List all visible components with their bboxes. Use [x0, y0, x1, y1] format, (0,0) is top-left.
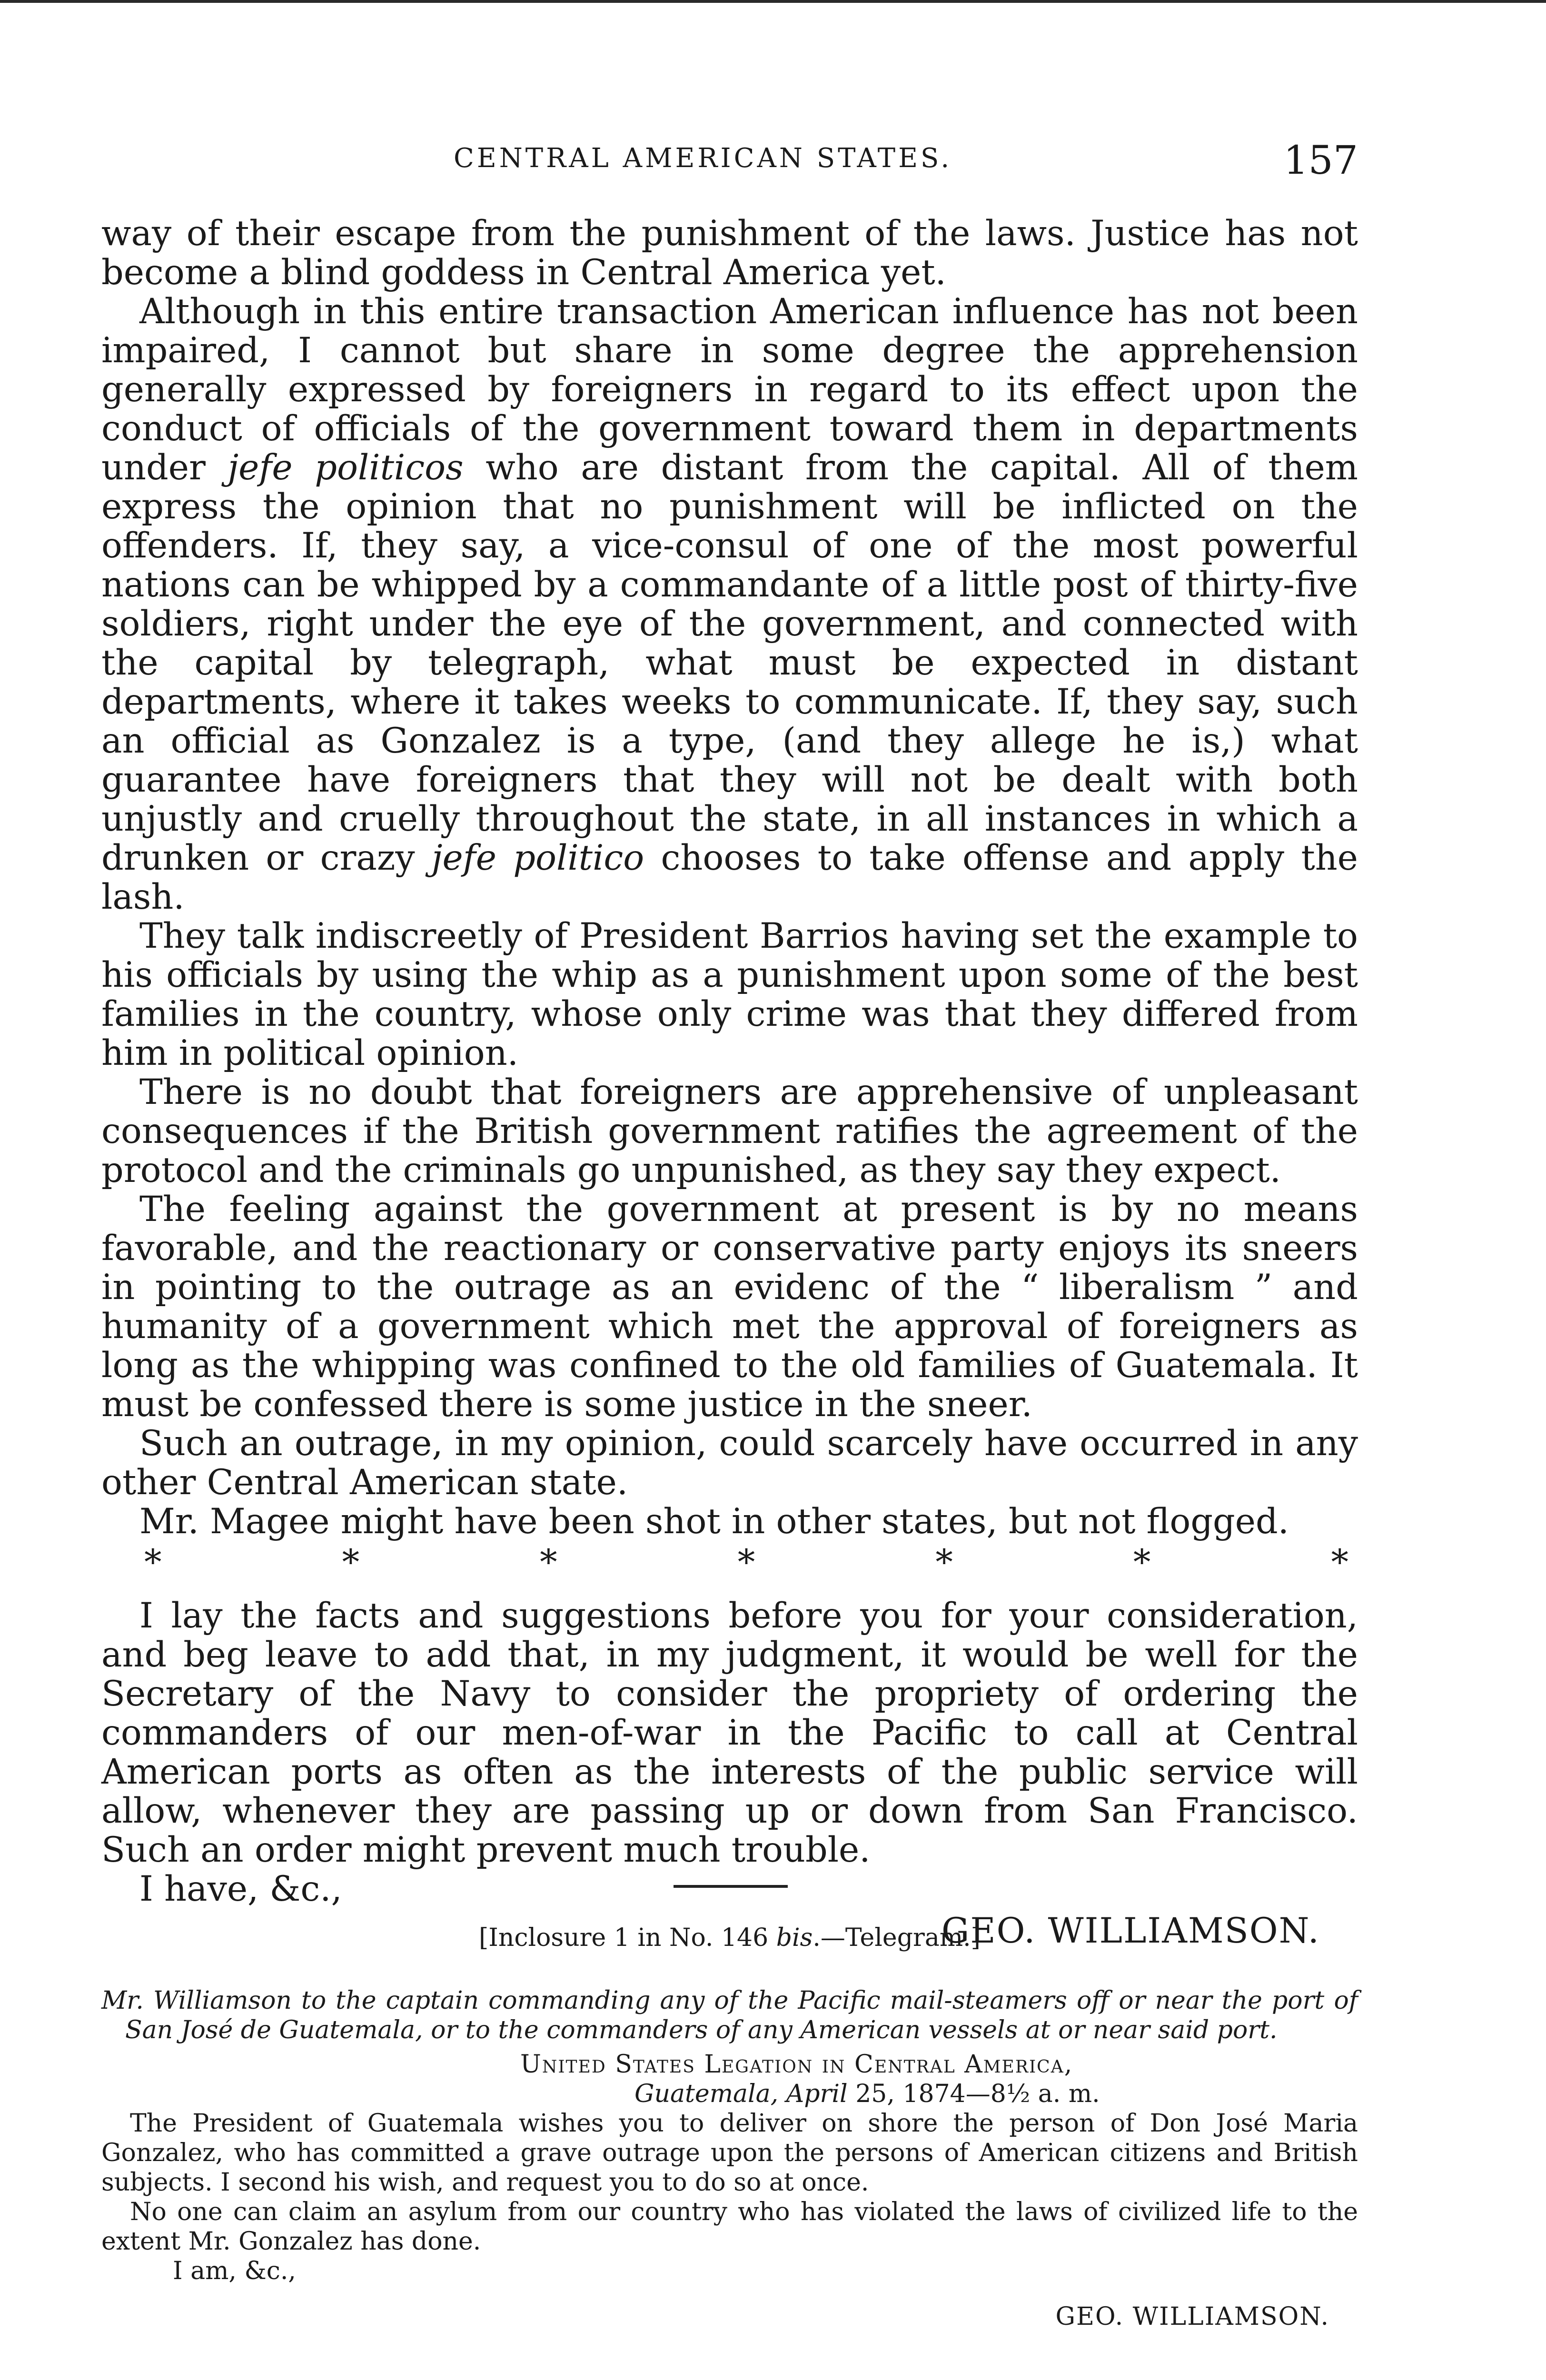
telegram-signature: GEO. WILLIAMSON.: [1055, 2302, 1329, 2331]
telegram-paragraph-request: The President of Guatemala wishes you to deliver on shore the person of Don José Maria Gonzalez, who has committed a grave outrage upon the persons of American citizens and British subjects. I second his wish, and request you to do so at once.: [101, 2109, 1358, 2197]
telegram-closing: I am, &c.,: [173, 2257, 296, 2285]
star: *: [540, 1542, 557, 1583]
italic-term: bis: [776, 1924, 813, 1952]
italic-term: jefe politicos: [228, 447, 464, 488]
top-border-rule: [0, 0, 1546, 3]
paragraph-suggestions: I lay the facts and suggestions before you for your consideration, and beg leave to add that, in my judgment, it would be well for the Secretary of the Navy to consider the propriety of ordering the commanders of our men-of-war in the Pacific to call at Central American ports as often as the interests of the public service will allow, whenever they are passing up or down from San Francisco. Such an order might prevent much trouble.: [101, 1596, 1358, 1870]
star: *: [737, 1542, 755, 1583]
page-header: [101, 138, 1358, 190]
star: *: [342, 1542, 360, 1583]
text-run: [Inclosure 1 in No. 146: [479, 1924, 776, 1952]
paragraph-foreigners-apprehensive: There is no doubt that foreigners are apprehensive of unpleasant consequences if the British government ratifies the agreement of the protocol and the criminals go unpunished, as they say they expect.: [101, 1072, 1358, 1190]
telegram-paragraph-asylum: No one can claim an asylum from our country who has violated the laws of civilized life to the extent Mr. Gonzalez has done.: [101, 2198, 1358, 2256]
paragraph-magee: Mr. Magee might have been shot in other states, but not flogged.: [139, 1501, 1289, 1542]
legation-name: United States Legation in Central America,: [520, 2050, 1073, 2079]
section-divider: [674, 1885, 788, 1888]
inclosure-telegram: [101, 1923, 1358, 2331]
telegram-address: Mr. Williamson to the captain commanding any of the Pacific mail-steamers off or near the port of San José de Guatemala, or to the commanders of any American vessels at or near said port.: [101, 1986, 1358, 2044]
running-title: CENTRAL AMERICAN STATES.: [454, 143, 952, 174]
text-run: 25, 1874—8½ a. m.: [847, 2080, 1100, 2108]
telegram-date: [520, 2079, 1358, 2109]
italic-term: jefe politico: [431, 838, 644, 878]
paragraph-feeling-against-government: The feeling against the government at present is by no means favorable, and the reactionary or conservative party enjoys its sneers in pointing to the outrage as an evidenc of the “ liberalism ” and humanity of a government which met the approval of foreigners as long as the whipping was confined to the old families of Guatemala. It must be confessed there is some justice in the sneer.: [101, 1189, 1358, 1425]
letter-signature: GEO. WILLIAMSON.: [941, 1911, 1320, 1951]
ellipsis-stars: [101, 1543, 1358, 1582]
star: *: [144, 1542, 162, 1583]
star: *: [1331, 1542, 1348, 1583]
italic-place: Guatemala, April: [634, 2080, 848, 2108]
star: *: [935, 1542, 953, 1583]
paragraph-transaction-influence: [101, 292, 1358, 917]
inclosure-heading: [101, 1923, 1358, 1953]
telegram-dateline: [101, 2050, 1358, 2109]
text-run: chooses to take offense and apply the lash.: [101, 838, 1358, 917]
page-number: 157: [1283, 138, 1358, 183]
paragraph-continuation: way of their escape from the punishment of the laws. Justice has not become a blind goddess in Central America yet.: [101, 213, 1358, 293]
text-run: .—Telegram.]: [813, 1924, 981, 1952]
text-run: who are distant from the capital. All of them express the opinion that no punishment will be inflicted on the offenders. If, they say, a vice-consul of one of the most powerful nations can be whipped by a commandante of a little post of thirty-five soldiers, right under the eye of the government, and connected with the capital by telegraph, what must be expected in distant departments, where it takes weeks to communicate. If, they say, such an official as Gonzalez is a type, (and they allege he is,) what guarantee have foreigners that they will not be dealt with both unjustly and cruelly throughout the state, in all instances in which a drunken or crazy: [101, 447, 1358, 878]
star: *: [1133, 1542, 1151, 1583]
letter-body: [101, 214, 1358, 1951]
text-run: Although in this entire transaction American influence has not been impaired, I cannot but share in some degree the apprehension generally expressed by foreigners in regard to its effect upon the conduct of officials of the government toward them in departments under: [101, 291, 1358, 488]
paragraph-outrage-opinion: Such an outrage, in my opinion, could scarcely have occurred in any other Central American state.: [101, 1423, 1358, 1503]
paragraph-barrios-whip: They talk indiscreetly of President Barrios having set the example to his officials by using the whip as a punishment upon some of the best families in the country, whose only crime was that they differed from him in political opinion.: [101, 916, 1358, 1073]
letter-closing: I have, &c.,: [139, 1869, 342, 1909]
